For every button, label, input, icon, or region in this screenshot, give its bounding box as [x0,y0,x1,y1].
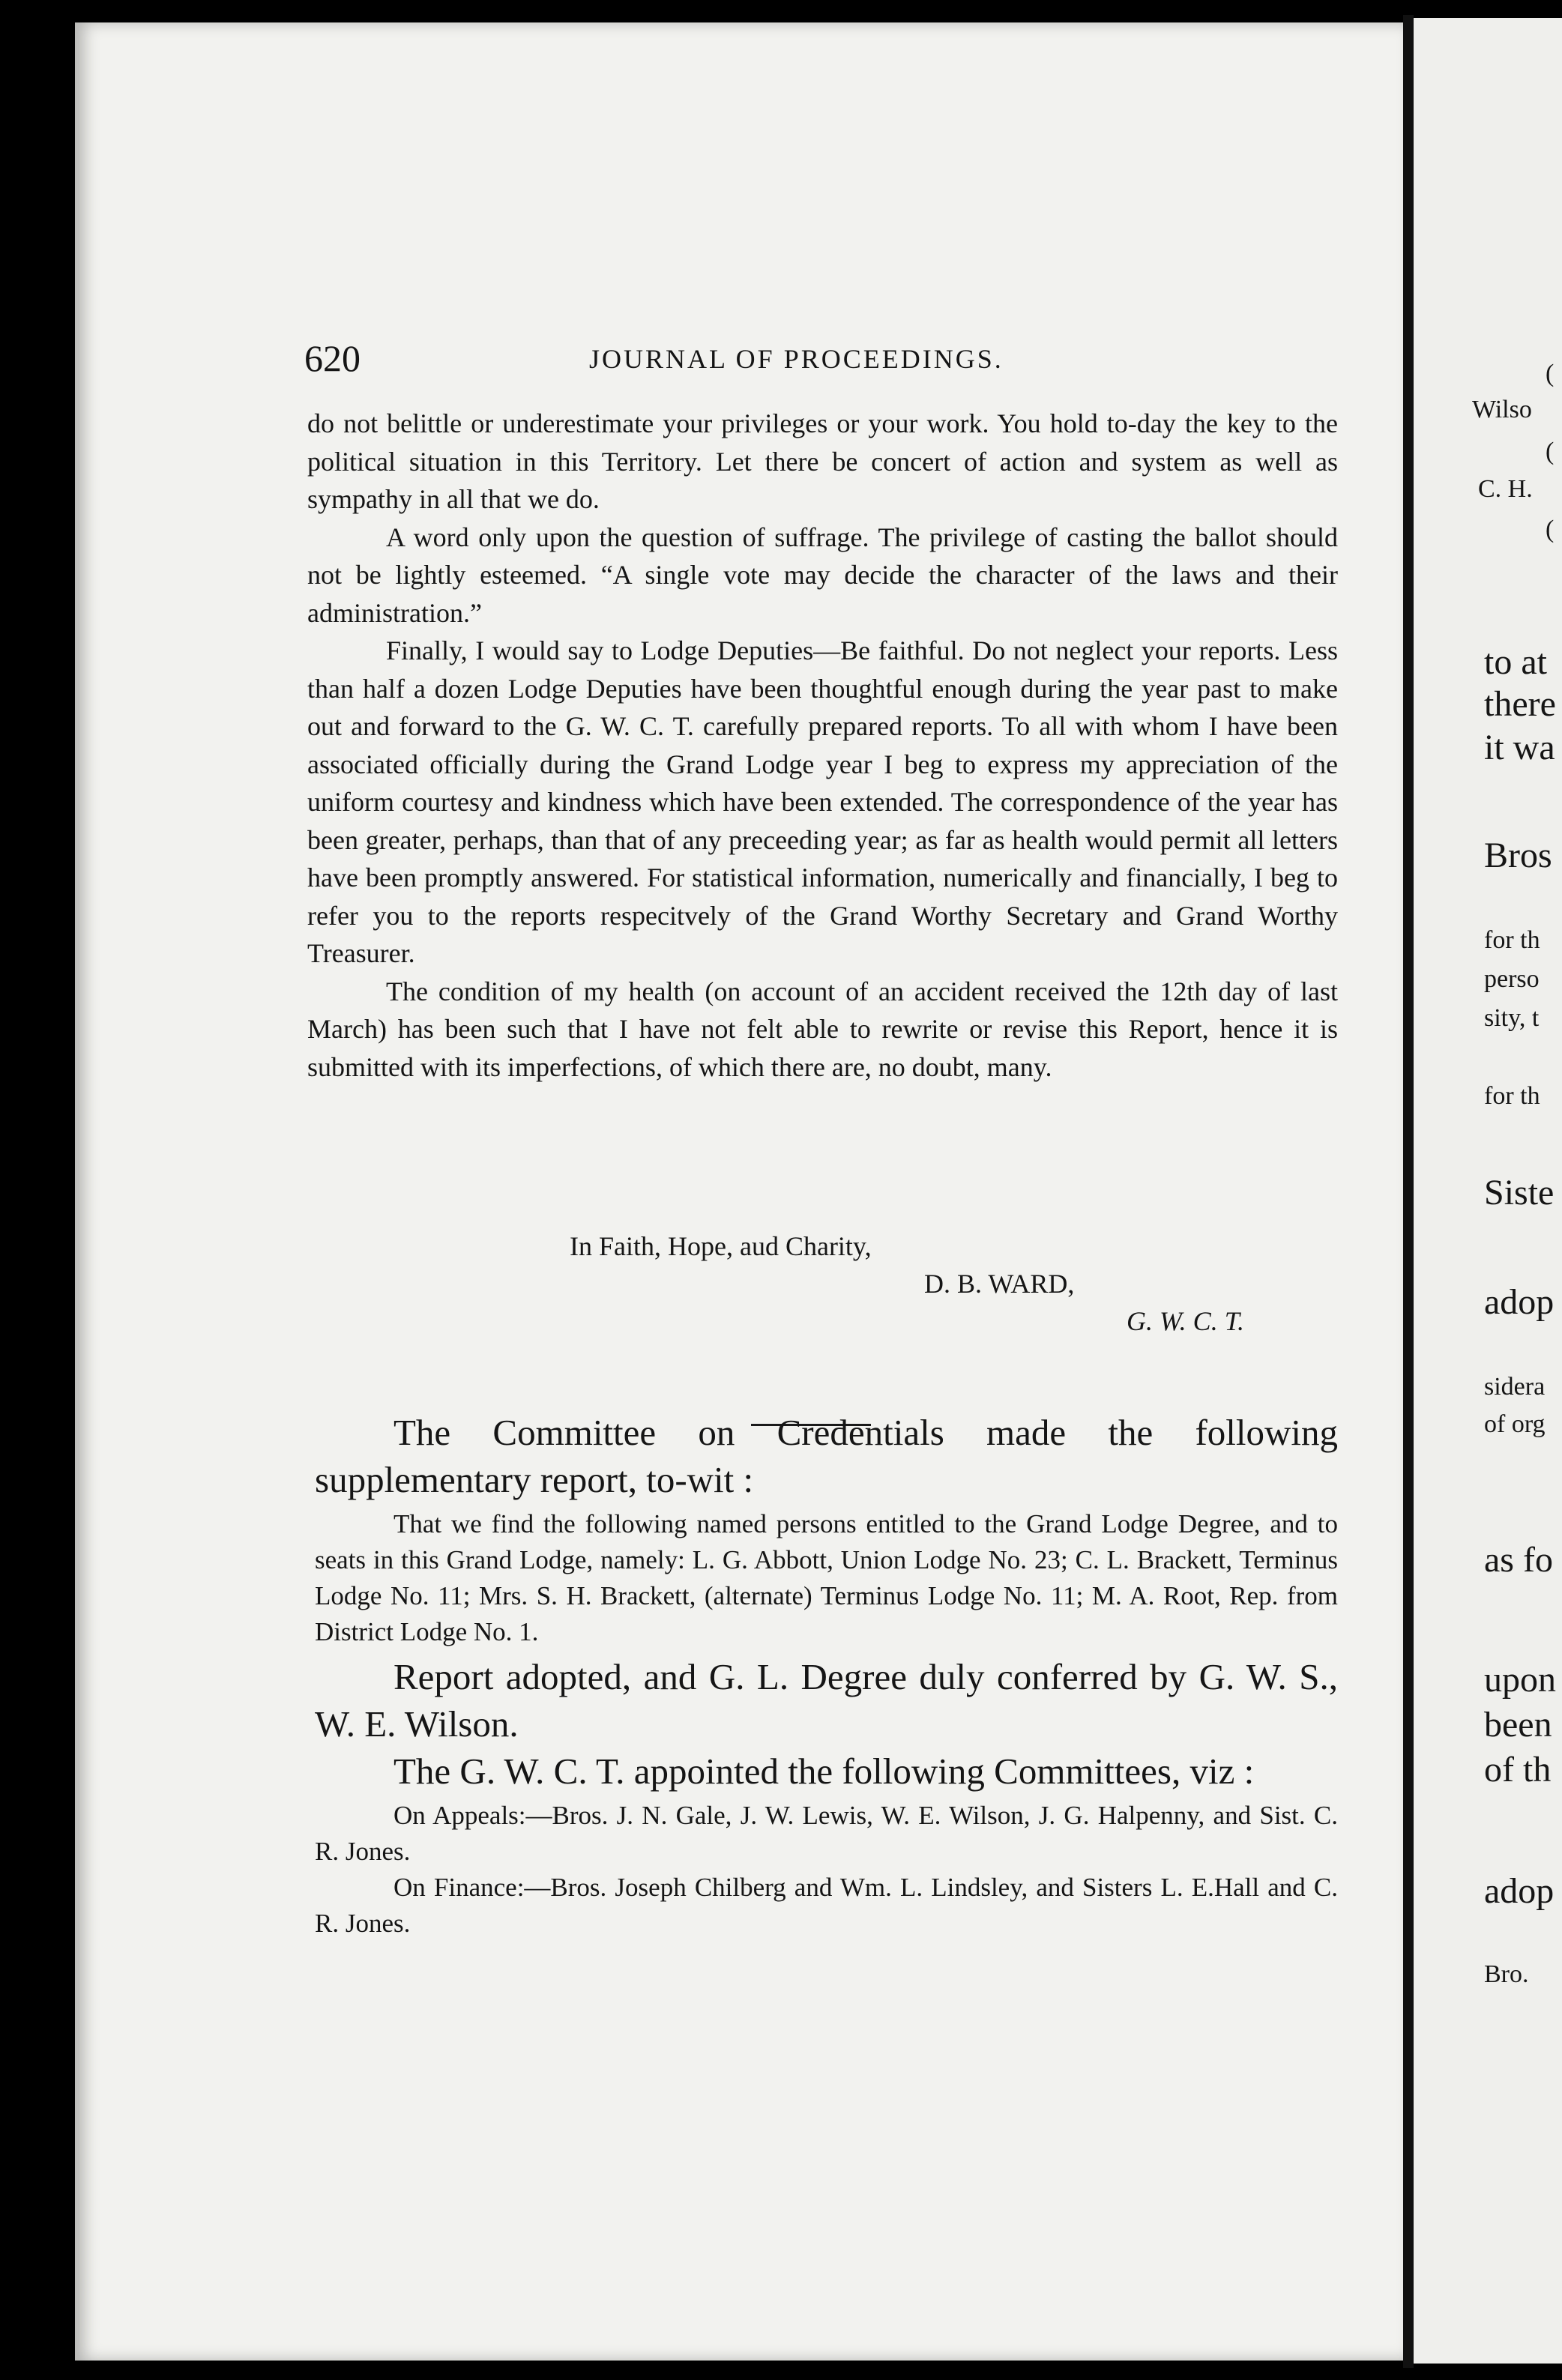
right-fragment: Bro. [1484,1960,1529,1988]
right-page-text-fragments [1414,18,1562,2364]
right-fragment: C. H. [1478,475,1533,503]
page-number: 620 [304,337,361,379]
credentials-section [315,1409,1338,1942]
page-header [304,336,1339,381]
running-title: JOURNAL OF PROCEEDINGS. [589,344,1004,374]
right-fragment: Siste [1484,1173,1555,1212]
right-fragment: upon [1484,1660,1556,1700]
credentials-intro: The Committee on Credentials made the following supplementary report, to-wit : [315,1412,1338,1500]
body-paragraph: A word only upon the question of suffrage. The privilege of casting the ballot should not be lightly esteemed. “A single vote may decide the character of the laws and their administration.” [307,522,1338,628]
right-fragment: sidera [1484,1373,1546,1401]
right-fragment: ( [1546,360,1555,387]
right-fragment: of th [1484,1750,1552,1789]
right-fragment: adop [1484,1871,1555,1911]
right-fragment: ( [1546,438,1555,465]
right-fragment: Wilso [1472,396,1532,423]
committees-intro: The G. W. C. T. appointed the following Committees, viz : [393,1751,1255,1792]
committee-finance: On Finance:—Bros. Joseph Chilberg and Wm. L. Lindsley, and Sisters L. E.Hall and C. R. Jones. [315,1873,1338,1938]
right-fragment: ( [1546,516,1555,543]
body-paragraph: do not belittle or underestimate your privileges or your work. You hold to-day the key to the political situation in this Territory. Let there be concert of action and system as well as sympathy in all that we do. [307,408,1338,514]
right-fragment: as fo [1484,1540,1553,1580]
right-fragment: for th [1484,926,1540,954]
body-paragraph: The condition of my health (on account of an accident received the 12th day of last March) has been such that I have not felt able to rewrite or revise this Report, hence it is submitted with its imperfections, of which there are, no doubt, many. [307,976,1338,1082]
signer-name: D. B. WARD, [924,1269,1075,1299]
right-fragment: Bros [1484,836,1552,875]
right-fragment: for th [1484,1082,1540,1110]
credentials-report: That we find the following named persons entitled to the Grand Lodge Degree, and to seats in this Grand Lodge, namely: L. G. Abbott, Union Lodge No. 23; C. L. Brackett, Terminus Lodge No. 11; Mrs. S. H. Brackett, (alternate) Terminus Lodge No. 11; M. A. Root, Rep. from District Lodge No. 1. [315,1509,1338,1646]
right-fragment: there [1484,684,1556,724]
right-fragment: adop [1484,1282,1555,1322]
right-fragment: to at [1484,642,1547,682]
book-gutter [1403,15,1414,2368]
closing-phrase: In Faith, Hope, aud Charity, [570,1231,872,1261]
right-fragment: perso [1484,965,1540,993]
right-fragment: sity, t [1484,1004,1540,1032]
body-paragraph: Finally, I would say to Lodge Deputies—Be faithful. Do not neglect your reports. Less than half a dozen Lodge Deputies have been thoughtful enough during the year past to make out and forward to the G. W. C. T. carefully prepared reports. To all with whom I have been associated officially during the Grand Lodge year I beg to express my appreciation of the uniform courtesy and kindness which have been extended. The correspondence of the year has been greater, perhaps, than that of any preceeding year; as far as health would permit all letters have been promptly answered. For statistical information, numerically and financially, I beg to refer you to the reports respecitvely of the Grand Worthy Secretary and Grand Worthy Treasurer. [307,635,1338,968]
right-fragment: it wa [1484,728,1555,767]
signature-block [307,1227,1338,1340]
right-fragment: been [1484,1705,1552,1745]
right-page-edge [1414,18,1562,2364]
report-body [307,405,1338,1086]
signer-title: G. W. C. T. [1127,1306,1245,1336]
right-fragment: of org [1484,1410,1546,1438]
report-adopted: Report adopted, and G. L. Degree duly conferred by G. W. S., W. E. Wilson. [315,1656,1338,1745]
committee-appeals: On Appeals:—Bros. J. N. Gale, J. W. Lewis, W. E. Wilson, J. G. Halpenny, and Sist. C. R. Jones. [315,1801,1338,1866]
